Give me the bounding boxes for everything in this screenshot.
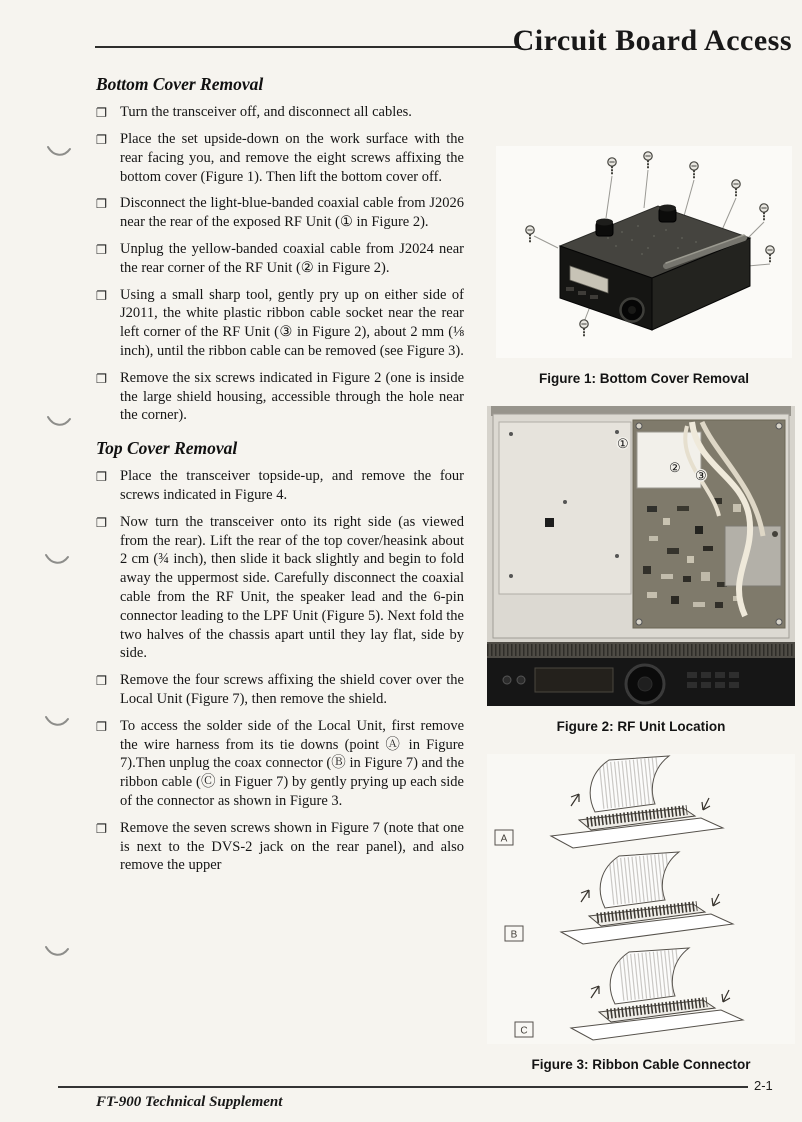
checkbox-bullet-icon: ❐ xyxy=(96,132,108,147)
section-heading-bottom-cover: Bottom Cover Removal xyxy=(96,74,264,94)
figure3-caption: Figure 3: Ribbon Cable Connector xyxy=(531,1057,751,1072)
checkbox-bullet-icon: ❐ xyxy=(96,469,108,485)
front-panel xyxy=(487,658,795,706)
checkbox-bullet-icon: ❐ xyxy=(96,673,108,689)
checkbox-bullet-icon: ❐ xyxy=(96,718,108,734)
figure-2 xyxy=(487,406,795,734)
shield-plate xyxy=(499,422,631,594)
checkbox-bullet-icon: ❐ xyxy=(96,196,108,212)
instruction-step xyxy=(96,286,464,361)
figure-3 xyxy=(487,754,795,1072)
checkbox-bullet-icon: ❐ xyxy=(96,370,108,386)
checkbox-bullet-icon: ❐ xyxy=(96,241,108,257)
figure3-ribbon-connector-drawing xyxy=(487,754,795,1044)
instruction-step xyxy=(96,717,464,811)
figure2-photo-rf-unit xyxy=(487,406,795,706)
callout-1: ① xyxy=(617,436,629,451)
instruction-step xyxy=(96,671,464,709)
step-text: Unplug the yellow-banded coaxial cable from J2024 near the rear corner of the RF Unit (② in Figure 2). xyxy=(120,240,464,276)
checkbox-bullet-icon: ❐ xyxy=(96,820,108,836)
step-text: Turn the transceiver off, and disconnect all cables. xyxy=(120,104,412,120)
instruction-step xyxy=(96,103,464,122)
step-text: Now turn the transceiver onto its right side (as viewed from the rear). Lift the rear of the top cover/heasink about 2 cm (¾ inch), then slide it back slightly and begin to fold away the uppermost side. Carefully disconnect the coaxial cable from the RF Unit, the speaker lead and the 6-pin connector leading to the LPF Unit (Figure 5). Next fold the two halves of the chassis apart until they lay flat, side by side. xyxy=(120,513,464,662)
instruction-step xyxy=(96,240,464,278)
heatsink xyxy=(487,642,795,658)
step-text: Remove the four screws affixing the shield cover over the Local Unit (Figure 7), then remove the shield. xyxy=(120,672,464,707)
figure1-photo-transceiver-bottom xyxy=(496,146,792,358)
page-number: 2-1 xyxy=(754,1078,773,1093)
step-text: Remove the seven screws shown in Figure 7 (note that one is next to the DVS-2 jack on the rear panel), and also remove the upper xyxy=(120,819,464,874)
binding-mark xyxy=(46,414,72,428)
callout-2: ② xyxy=(669,460,681,475)
figure-1 xyxy=(496,146,792,386)
figure1-caption: Figure 1: Bottom Cover Removal xyxy=(538,371,750,386)
panel-label-b: B xyxy=(510,929,518,941)
panel-label-c: C xyxy=(520,1025,528,1037)
binding-mark xyxy=(44,944,70,958)
callout-3: ③ xyxy=(695,468,707,483)
checkbox-bullet-icon: ❐ xyxy=(96,514,108,530)
instruction-step xyxy=(96,130,464,186)
step-text: To access the solder side of the Local Unit, first remove the wire harness from its tie downs (point Ⓐ in Figure 7).Then unplug the coax connector (Ⓑ in Figure 7) and the ribbon cable (Ⓒ in Figuer 7) by gently prying up each side of the connector as shown in Figure 3. xyxy=(120,717,464,809)
binding-mark xyxy=(46,144,72,158)
header-rule xyxy=(95,46,521,48)
binding-mark xyxy=(44,714,70,728)
binding-mark xyxy=(44,552,70,566)
instruction-step xyxy=(96,467,464,505)
section-heading-top-cover: Top Cover Removal xyxy=(96,438,238,459)
step-text: Place the transceiver topside-up, and remove the four screws indicated in Figure 4. xyxy=(120,468,464,503)
instruction-column xyxy=(96,74,464,883)
instruction-step xyxy=(96,819,464,875)
instruction-step xyxy=(96,194,464,232)
figure2-caption: Figure 2: RF Unit Location xyxy=(556,719,726,734)
instruction-step xyxy=(96,513,464,663)
step-text: Using a small sharp tool, gently pry up on either side of J2011, the white plastic ribbon cable socket near the rear left corner of the RF Unit (③ in Figure 2), about 2 mm (⅛ inch), until the ribbon cable can be removed (see Figure 3). xyxy=(120,286,464,359)
checkbox-bullet-icon: ❐ xyxy=(96,105,108,120)
step-text: Disconnect the light-blue-banded coaxial cable from J2026 near the rear of the exposed RF Unit (① in Figure 2). xyxy=(120,195,464,231)
page-title: Circuit Board Access xyxy=(512,24,792,57)
footer-document-title: FT-900 Technical Supplement xyxy=(96,1094,283,1110)
panel-label-a: A xyxy=(500,833,508,845)
step-text: Remove the six screws indicated in Figure 2 (one is inside the large shield housing, accessible through the hole near the corner). xyxy=(120,369,464,424)
step-text: Place the set upside-down on the work surface with the rear facing you, and remove the eight screws affixing the bottom cover (Figure 1). Then lift the bottom cover off. xyxy=(120,131,464,185)
footer-rule xyxy=(58,1086,748,1088)
checkbox-bullet-icon: ❐ xyxy=(96,287,108,303)
instruction-step xyxy=(96,369,464,425)
